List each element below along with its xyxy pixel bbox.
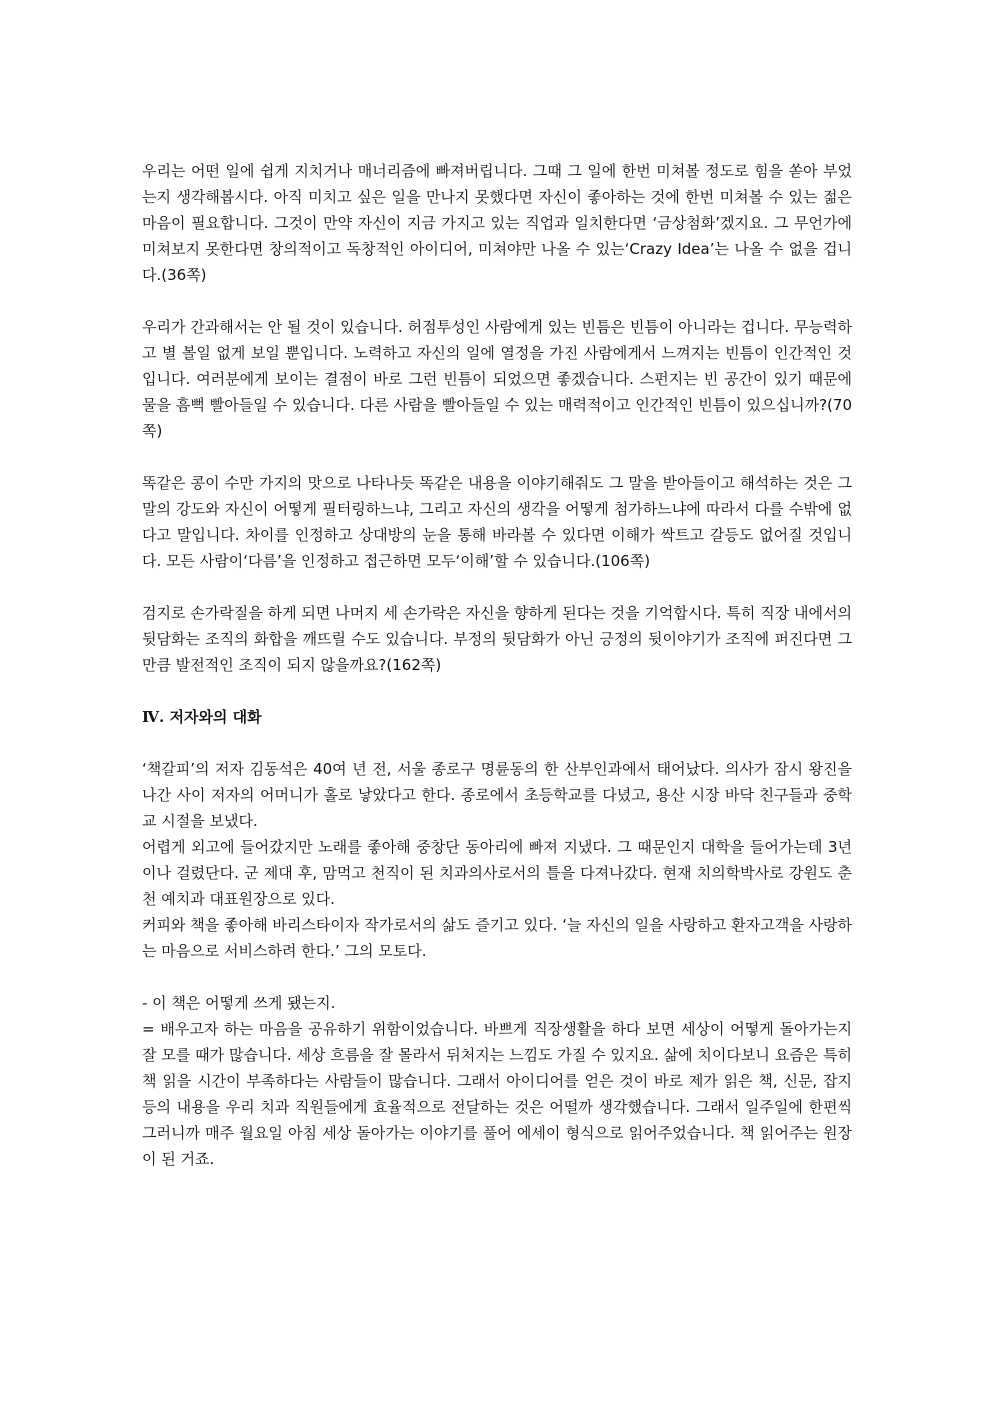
paragraph-gap xyxy=(142,964,852,990)
paragraph-crazy-idea: 우리는 어떤 일에 쉽게 지치거나 매너리즘에 빠져버립니다. 그때 그 일에 한번 미쳐볼 정도로 힘을 쏟아 부었는지 생각해봅시다. 아직 미치고 싶은 일을 만나지 못했다면 자신이 좋아하는 것에 한번 미쳐볼 수 있는 젊은 마음이 필요합니다. 그것이 만약 자신이 지금 가지고 있는 직업과 일치한다면 ‘금상첨화’겠지요. 그 무언가에 미쳐보지 못한다면 창의적이고 독창적인 아이디어, 미쳐야만 나올 수 있는‘Crazy Idea’는 나올 수 없을 겁니다.(36쪽) xyxy=(142,162,852,284)
interview-question: - 이 책은 어떻게 쓰게 됐는지. xyxy=(142,994,336,1012)
paragraph-difference: 똑같은 콩이 수만 가지의 맛으로 나타나듯 똑같은 내용을 이야기해줘도 그 말을 받아들이고 해석하는 것은 그 말의 강도와 자신이 어떻게 필터링하느냐, 그리고 자신의 생각을 어떻게 첨가하느냐에 따라서 다를 수밖에 없다고 말입니다. 차이를 인정하고 상대방의 눈을 통해 바라볼 수 있다면 이해가 싹트고 갈등도 없어질 것입니다. 모든 사람이‘다름’을 인정하고 접근하면 모두‘이해’할 수 있습니다.(106쪽) xyxy=(142,474,852,570)
interview-answer: = 배우고자 하는 마음을 공유하기 위함이었습니다. 바쁘게 직장생활을 하다 보면 세상이 어떻게 돌아가는지 잘 모를 때가 많습니다. 세상 흐름을 잘 몰라서 뒤처지는 느낌도 가질 수 있지요. 삶에 치이다보니 요즘은 특히 책 읽을 시간이 부족하다는 사람들이 많습니다. 그래서 아이디어를 얻은 것이 바로 제가 읽은 책, 신문, 잡지 등의 내용을 우리 치과 직원들에게 효율적으로 전달하는 것은 어떨까 생각했습니다. 그래서 일주일에 한편씩 그러니까 매주 월요일 아침 세상 돌아가는 이야기를 풀어 에세이 형식으로 읽어주었습니다. 책 읽어주는 원장이 된 거죠. xyxy=(142,1020,852,1168)
paragraph-gossip: 검지로 손가락질을 하게 되면 나머지 세 손가락은 자신을 향하게 된다는 것을 기억합시다. 특히 직장 내에서의 뒷담화는 조직의 화합을 깨뜨릴 수도 있습니다. 부정의 뒷담화가 아닌 긍정의 뒷이야기가 조직에 퍼진다면 그만큼 발전적인 조직이 되지 않을까요?(162쪽) xyxy=(142,604,852,674)
author-bio-paragraph: ‘책갈피’의 저자 김동석은 40여 년 전, 서울 종로구 명륜동의 한 산부인과에서 태어났다. 의사가 잠시 왕진을 나간 사이 저자의 어머니가 홀로 낳았다고 한다. 종로에서 초등학교를 다녔고, 용산 시장 바닥 친구들과 중학교 시절을 보냈다. xyxy=(142,760,852,830)
document-body xyxy=(142,158,852,1172)
paragraph-gap-humanity: 우리가 간과해서는 안 될 것이 있습니다. 허점투성인 사람에게 있는 빈틈은 빈틈이 아니라는 겁니다. 무능력하고 별 볼일 없게 보일 뿐입니다. 노력하고 자신의 일에 열정을 가진 사람에게서 느껴지는 빈틈이 인간적인 것입니다. 여러분에게 보이는 결점이 바로 그런 빈틈이 되었으면 좋겠습니다. 스펀지는 빈 공간이 있기 때문에 물을 흠뻑 빨아들일 수 있습니다. 다른 사람을 빨아들일 수 있는 매력적이고 인간적인 빈틈이 있으십니까?(70쪽) xyxy=(142,318,852,440)
paragraph-gap xyxy=(142,730,852,756)
paragraph-gap xyxy=(142,444,852,470)
paragraph-gap xyxy=(142,288,852,314)
paragraph-gap xyxy=(142,574,852,600)
section-heading: Ⅳ. 저자와의 대화 xyxy=(142,708,262,726)
paragraph-gap xyxy=(142,678,852,704)
author-bio-paragraph: 커피와 책을 좋아해 바리스타이자 작가로서의 삶도 즐기고 있다. ‘늘 자신의 일을 사랑하고 환자고객을 사랑하는 마음으로 서비스하려 한다.’ 그의 모토다. xyxy=(142,916,852,960)
author-bio-paragraph: 어렵게 외고에 들어갔지만 노래를 좋아해 중창단 동아리에 빠져 지냈다. 그 때문인지 대학을 들어가는데 3년이나 걸렸단다. 군 제대 후, 맘먹고 천직이 된 치과의사로서의 틀을 다져나갔다. 현재 치의학박사로 강원도 춘천 예치과 대표원장으로 있다. xyxy=(142,838,852,908)
